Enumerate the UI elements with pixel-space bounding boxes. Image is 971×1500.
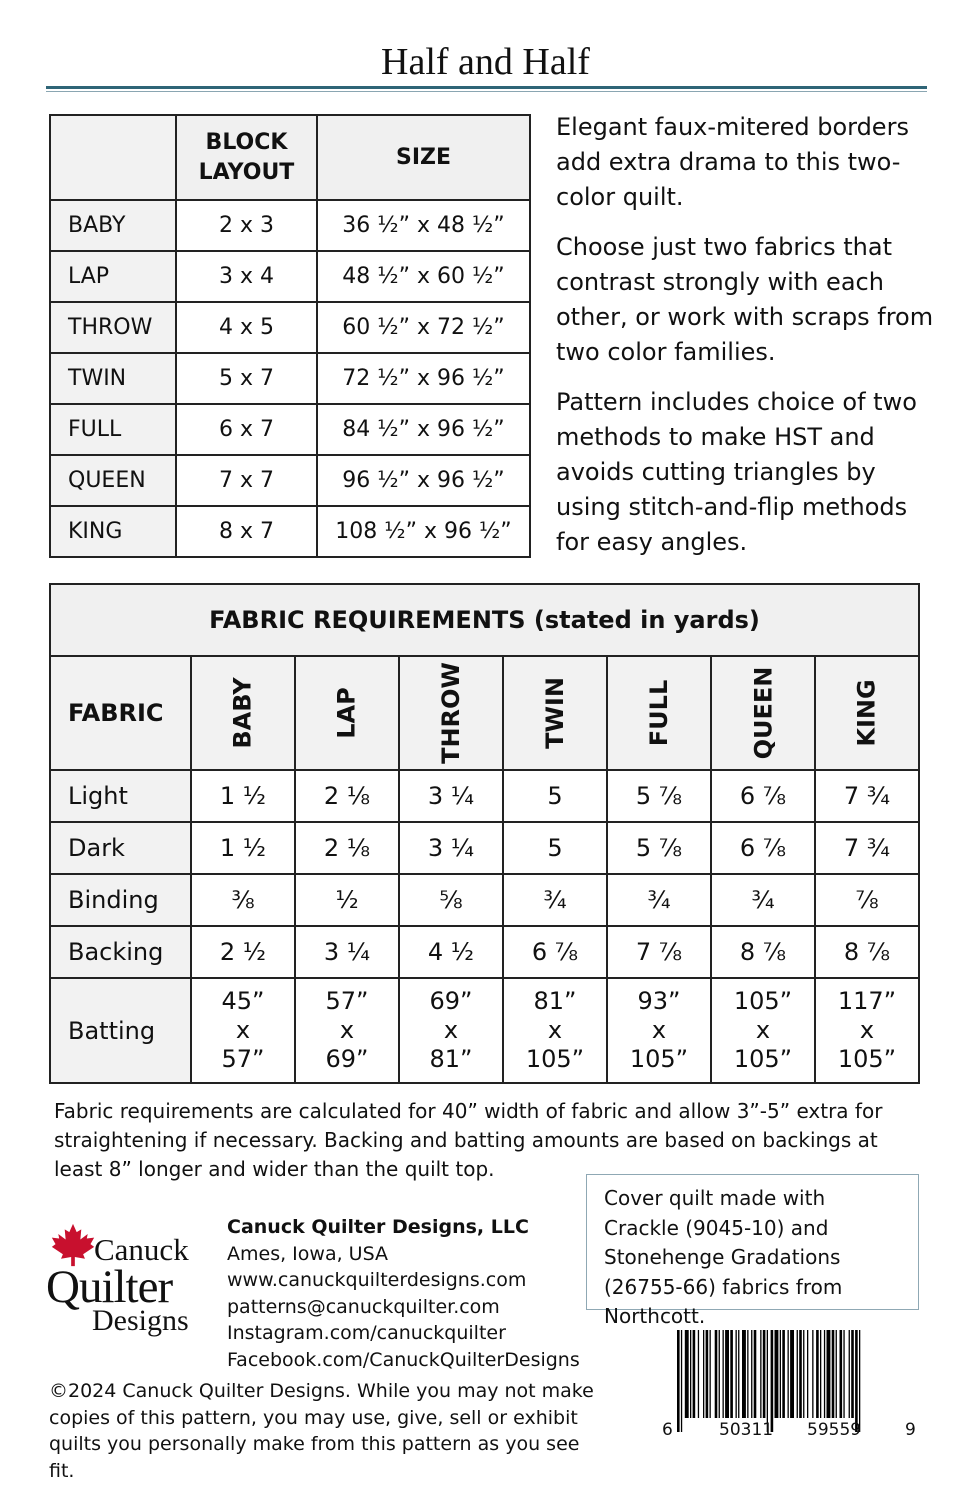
barcode-bar [751,1330,752,1418]
yardage-cell: 8 ⅞ [711,926,815,978]
yardage-cell: 7 ¾ [815,822,919,874]
yardage-cell: 7 ¾ [815,770,919,822]
yardage-cell: 3 ¼ [295,926,399,978]
fabric-header: FABRIC [50,656,191,770]
batting-length: 57” [221,1045,265,1073]
title-rule [46,86,927,89]
company-info [227,1214,587,1373]
size-name: KING [50,506,176,557]
barcode-bar [832,1330,835,1418]
header-cell-blank [50,115,176,200]
size-dims: 84 ½” x 96 ½” [317,404,530,455]
company-instagram[interactable]: Instagram.com/canuckquilter [227,1322,506,1344]
barcode-digit: 50311 [719,1420,774,1440]
fabric-note: Fabric requirements are calculated for 40” width of fabric and allow 3”-5” extra for straightening if necessary. Backing and batting amounts are based on backings at least 8” longer and wider than the quilt top. [54,1099,883,1181]
barcode-bar [855,1330,858,1432]
yardage-cell: 7 ⅞ [607,926,711,978]
size-row [50,200,530,251]
header-layout-label: BLOCK LAYOUT [198,129,295,185]
column-label: TWIN [540,677,569,749]
barcode-bar [807,1330,808,1418]
size-name: THROW [50,302,176,353]
column-label: LAP [333,687,361,739]
yardage-cell: ⅞ [815,874,919,926]
fabric-row-batting [50,978,919,1083]
yardage-cell: 4 ½ [399,926,503,978]
description-paragraph: Choose just two fabrics that contrast strongly with each other, or work with scraps from two color families. [556,233,934,366]
description-paragraph: Elegant faux-mitered borders add extra drama to this two-color quilt. [556,113,909,211]
barcode-bar [763,1330,766,1418]
barcode-bar [723,1330,724,1418]
batting-width: 105” [733,987,793,1015]
yardage-cell: 6 ⅞ [711,770,815,822]
size-row [50,251,530,302]
size-name: TWIN [50,353,176,404]
batting-cell [607,978,711,1083]
fabric-name: Backing [50,926,191,978]
size-dims: 36 ½” x 48 ½” [317,200,530,251]
batting-length: 105” [837,1045,897,1073]
column-header-baby [191,656,295,770]
size-dims: 60 ½” x 72 ½” [317,302,530,353]
column-label: QUEEN [748,666,777,760]
company-logo [46,1222,216,1342]
batting-length: 105” [629,1045,689,1073]
yardage-cell: 2 ⅛ [295,822,399,874]
barcode-bar [820,1330,821,1418]
barcode-bar [710,1330,711,1418]
column-header-full [607,656,711,770]
copyright-notice: ©2024 Canuck Quilter Designs. While you may not make copies of this pattern, you may use, give, sell or exhibit quilts you personally make from this pattern as you see fit. [49,1380,594,1482]
barcode-bar [788,1330,789,1418]
column-header-queen [711,656,815,770]
column-header-throw [399,656,503,770]
fabric-table-header [50,656,919,770]
batting-width: 45” [221,987,265,1015]
size-name: LAP [50,251,176,302]
batting-cell [711,978,815,1083]
barcode-digit: 59559 [807,1420,862,1440]
barcode-bar [693,1330,696,1418]
pattern-description [556,110,946,575]
size-dims: 72 ½” x 96 ½” [317,353,530,404]
size-row [50,302,530,353]
column-header-twin [503,656,607,770]
yardage-cell: 3 ¼ [399,770,503,822]
batting-length: 105” [733,1045,793,1073]
size-layout: 3 x 4 [176,251,317,302]
barcode-bar [715,1330,718,1418]
batting-cell [503,978,607,1083]
barcode-bar [719,1330,720,1418]
barcode-bar [738,1330,739,1418]
barcode-bar [747,1330,748,1418]
size-layout: 8 x 7 [176,506,317,557]
barcode-bar [827,1330,831,1418]
yardage-cell: 5 ⅞ [607,822,711,874]
column-label: THROW [437,662,465,764]
company-website[interactable]: www.canuckquilterdesigns.com [227,1269,527,1291]
size-layout: 4 x 5 [176,302,317,353]
batting-length: 81” [429,1045,473,1073]
barcode-bar [836,1330,837,1418]
barcode-bar [771,1330,774,1432]
barcode-bar [736,1330,737,1418]
barcode-digits [659,1420,921,1440]
fabric-row-light [50,770,919,822]
yardage-cell: 3 ¼ [399,822,503,874]
yardage-cell: 8 ⅞ [815,926,919,978]
barcode-bar [775,1330,779,1418]
barcode-bar [706,1330,709,1418]
batting-sep: x [443,1016,459,1044]
cover-credit-text: Cover quilt made with Crackle (9045-10) and Stonehenge Gradations (26755-66) fabrics from Northcott. [604,1186,843,1328]
batting-width: 69” [429,987,473,1015]
yardage-cell: 5 [503,770,607,822]
yardage-cell: 2 ⅛ [295,770,399,822]
yardage-cell: ¾ [503,874,607,926]
yardage-cell: 5 ⅞ [607,770,711,822]
column-header-king [815,656,919,770]
barcode-bar [754,1330,757,1418]
barcode-bar [685,1330,689,1418]
size-dims: 48 ½” x 60 ½” [317,251,530,302]
fabric-row-binding [50,874,919,926]
batting-length: 105” [525,1045,585,1073]
barcode-bar [780,1330,781,1418]
header-cell-layout [176,115,317,200]
company-name: Canuck Quilter Designs, LLC [227,1216,529,1238]
fabric-name: Light [50,770,191,822]
yardage-cell: 2 ½ [191,926,295,978]
batting-sep: x [755,1016,771,1044]
yardage-cell: 5 [503,822,607,874]
barcode-digit: 6 [662,1420,673,1440]
barcode-bar [803,1330,804,1418]
batting-sep: x [339,1016,355,1044]
batting-cell [815,978,919,1083]
yardage-cell: 6 ⅞ [503,926,607,978]
size-layout: 7 x 7 [176,455,317,506]
column-label: BABY [228,677,257,749]
size-name: FULL [50,404,176,455]
column-label: FULL [645,679,673,747]
yardage-cell: ⅜ [191,874,295,926]
size-row [50,353,530,404]
batting-width: 81” [533,987,577,1015]
barcode-bar [824,1330,825,1418]
size-table-header [50,115,530,200]
page-title: Half and Half [381,41,590,83]
batting-cell [295,978,399,1083]
title-rule-thin [46,91,927,92]
barcode-bar [797,1330,798,1418]
size-dims: 96 ½” x 96 ½” [317,455,530,506]
batting-sep: x [651,1016,667,1044]
barcode-bar [812,1330,813,1418]
size-row [50,404,530,455]
description-paragraph: Pattern includes choice of two methods to make HST and avoids cutting triangles by using stitch-and-flip methods for easy angles. [556,388,917,556]
fabric-name: Batting [50,978,191,1083]
barcode-bar [698,1330,699,1418]
size-dims: 108 ½” x 96 ½” [317,506,530,557]
batting-length: 69” [325,1045,369,1073]
logo-line-quilter: Quilter [46,1261,173,1313]
barcode-bar [677,1330,680,1432]
batting-cell [399,978,503,1083]
barcode-bar [816,1330,819,1418]
size-layout: 6 x 7 [176,404,317,455]
size-layout: 2 x 3 [176,200,317,251]
yardage-cell: ⅝ [399,874,503,926]
fabric-requirements-table [49,583,920,1084]
barcode-bar [767,1330,768,1432]
yardage-cell: 1 ½ [191,822,295,874]
batting-sep: x [547,1016,563,1044]
size-name: BABY [50,200,176,251]
fabric-name: Dark [50,822,191,874]
barcode-bar [690,1330,691,1418]
batting-width: 117” [837,987,897,1015]
yardage-cell: ¾ [711,874,815,926]
batting-sep: x [859,1016,875,1044]
barcode-bar [703,1330,704,1418]
size-row [50,506,530,557]
barcode-bar [799,1330,802,1418]
yardage-cell: 1 ½ [191,770,295,822]
header-cell-size: SIZE [317,115,530,200]
yardage-cell: ¾ [607,874,711,926]
barcode-bar [730,1330,733,1418]
barcode-bar [790,1330,794,1418]
company-facebook[interactable]: Facebook.com/CanuckQuilterDesigns [227,1348,580,1371]
batting-sep: x [235,1016,251,1044]
company-email[interactable]: patterns@canuckquilter.com [227,1295,500,1318]
barcode-bar [782,1330,785,1418]
barcode-bar [851,1330,854,1418]
barcode-bar [760,1330,761,1418]
barcode-bar [725,1330,729,1418]
barcode-bar [843,1330,844,1418]
company-location: Ames, Iowa, USA [227,1242,388,1265]
barcode-digit: 9 [905,1420,916,1440]
yardage-cell: 6 ⅞ [711,822,815,874]
batting-cell [191,978,295,1083]
yardage-cell: ½ [295,874,399,926]
barcode-bar [681,1330,682,1432]
fabric-row-backing [50,926,919,978]
logo-line-designs: Designs [92,1304,189,1337]
column-header-lap [295,656,399,770]
fabric-table-caption: FABRIC REQUIREMENTS (stated in yards) [50,584,919,656]
fabric-row-dark [50,822,919,874]
size-row [50,455,530,506]
size-name: QUEEN [50,455,176,506]
barcode-bar [849,1330,850,1418]
barcode-bar [859,1330,860,1432]
barcode-bar [742,1330,746,1418]
logo-line-canuck: Canuck [94,1232,189,1267]
cover-credit-box [586,1174,919,1328]
size-layout: 5 x 7 [176,353,317,404]
batting-width: 57” [325,987,369,1015]
column-label: KING [853,679,881,747]
batting-width: 93” [637,987,681,1015]
size-table [49,114,531,558]
barcode-bar [840,1330,843,1418]
fabric-name: Binding [50,874,191,926]
